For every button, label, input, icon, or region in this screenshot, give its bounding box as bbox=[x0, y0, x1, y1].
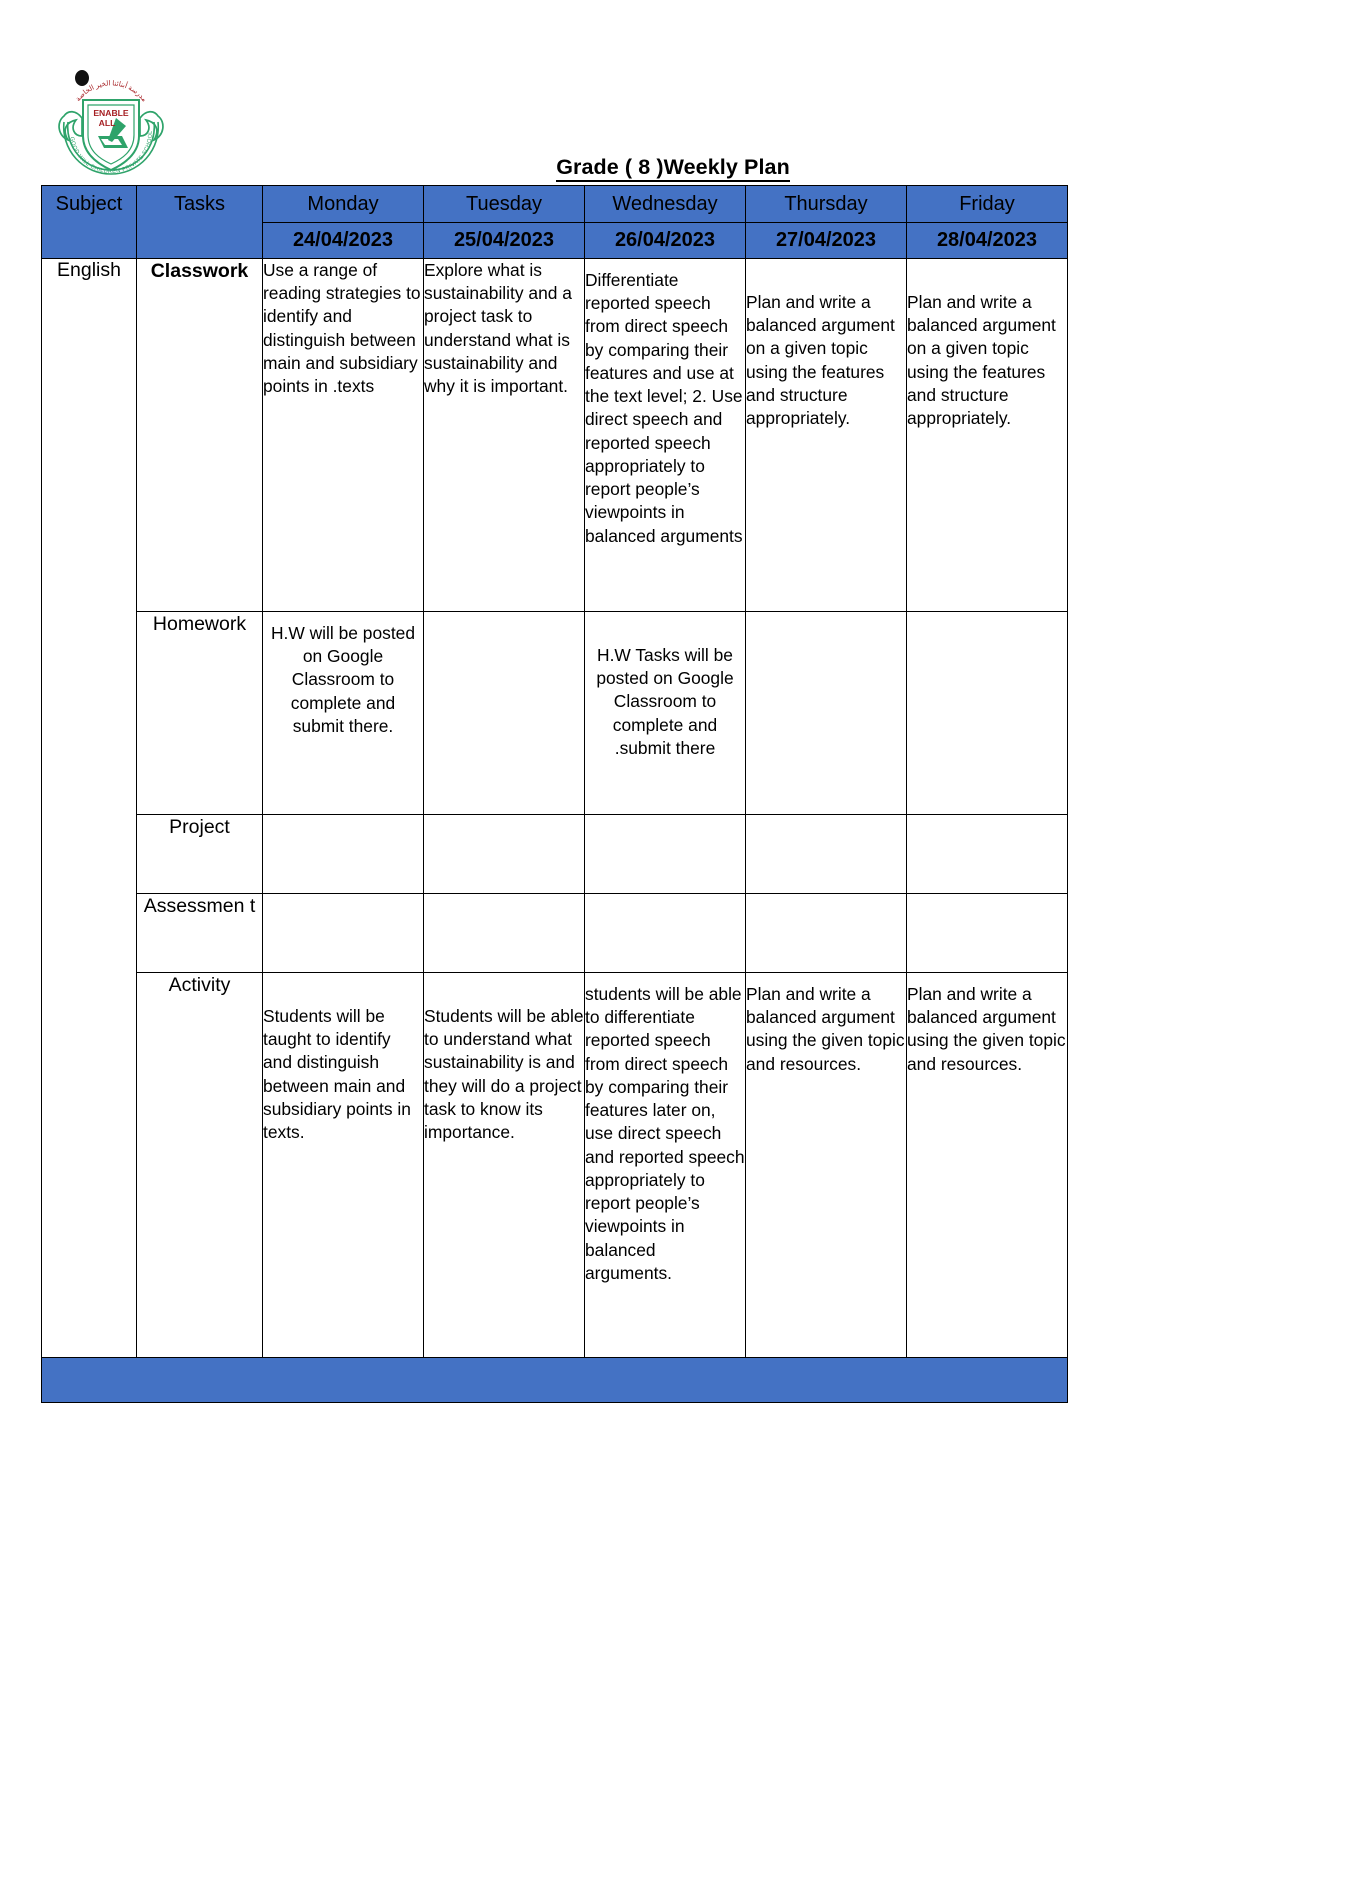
header-subject: Subject bbox=[42, 186, 137, 259]
cell-project-monday bbox=[263, 815, 424, 894]
cell-classwork-monday: Use a range of reading strategies to identify and distinguish between main and subsidiary points in .texts bbox=[263, 259, 424, 612]
cell-activity-monday: Students will be taught to identify and distinguish between main and subsidiary points in texts. bbox=[263, 973, 424, 1358]
header-tasks: Tasks bbox=[137, 186, 263, 259]
cell-assessment-tuesday bbox=[424, 894, 585, 973]
cell-homework-thursday bbox=[746, 612, 907, 815]
page-title-text: Grade ( 8 )Weekly Plan bbox=[556, 155, 790, 182]
header-day-monday: Monday bbox=[263, 186, 424, 223]
table-header-row bbox=[42, 186, 1068, 223]
weekly-plan-table bbox=[41, 185, 1068, 1403]
svg-text:GOOD WILL CHILDREN PRIVATE SCH: GOOD WILL CHILDREN PRIVATE SCHOOL bbox=[68, 130, 155, 176]
header-date-friday: 28/04/2023 bbox=[907, 223, 1068, 259]
table-row-activity bbox=[42, 973, 1068, 1358]
table-row-classwork bbox=[42, 259, 1068, 612]
table-row-project bbox=[42, 815, 1068, 894]
header-date-tuesday: 25/04/2023 bbox=[424, 223, 585, 259]
cell-project-friday bbox=[907, 815, 1068, 894]
cell-assessment-friday bbox=[907, 894, 1068, 973]
cell-assessment-thursday bbox=[746, 894, 907, 973]
cell-homework-wednesday: H.W Tasks will be posted on Google Classroom to complete and .submit there bbox=[585, 612, 746, 815]
header-date-wednesday: 26/04/2023 bbox=[585, 223, 746, 259]
svg-text:ENABLE: ENABLE bbox=[93, 108, 129, 118]
table-row-assessment bbox=[42, 894, 1068, 973]
cell-classwork-friday: Plan and write a balanced argument on a given topic using the features and structure appropriately. bbox=[907, 259, 1068, 612]
cell-homework-tuesday bbox=[424, 612, 585, 815]
footer-bar-cell bbox=[42, 1358, 1068, 1403]
cell-homework-friday bbox=[907, 612, 1068, 815]
header-day-wednesday: Wednesday bbox=[585, 186, 746, 223]
svg-text:مدرسة أبنائنا الخير الخاصة: مدرسة أبنائنا الخير الخاصة bbox=[74, 79, 149, 104]
table-footer-bar bbox=[42, 1358, 1068, 1403]
header-day-tuesday: Tuesday bbox=[424, 186, 585, 223]
header-date-monday: 24/04/2023 bbox=[263, 223, 424, 259]
cell-classwork-tuesday: Explore what is sustainability and a project task to understand what is sustainability and why it is important. bbox=[424, 259, 585, 612]
cell-activity-thursday: Plan and write a balanced argument using the given topic and resources. bbox=[746, 973, 907, 1358]
cell-assessment-monday bbox=[263, 894, 424, 973]
svg-text:ALL: ALL bbox=[98, 118, 116, 128]
cell-project-thursday bbox=[746, 815, 907, 894]
cell-project-wednesday bbox=[585, 815, 746, 894]
cell-assessment-wednesday bbox=[585, 894, 746, 973]
cell-activity-friday: Plan and write a balanced argument using the given topic and resources. bbox=[907, 973, 1068, 1358]
header-day-thursday: Thursday bbox=[746, 186, 907, 223]
cell-homework-monday: H.W will be posted on Google Classroom to complete and submit there. bbox=[263, 612, 424, 815]
document-header bbox=[0, 0, 1346, 179]
subject-english: English bbox=[42, 259, 137, 1358]
cell-classwork-thursday: Plan and write a balanced argument on a given topic using the features and structure appropriately. bbox=[746, 259, 907, 612]
task-label-classwork: Classwork bbox=[137, 259, 263, 612]
header-date-thursday: 27/04/2023 bbox=[746, 223, 907, 259]
task-label-activity: Activity bbox=[137, 973, 263, 1358]
task-label-homework: Homework bbox=[137, 612, 263, 815]
cell-activity-tuesday: Students will be able to understand what sustainability is and they will do a project task to know its importance. bbox=[424, 973, 585, 1358]
task-label-assessment: Assessmen t bbox=[137, 894, 263, 973]
cell-project-tuesday bbox=[424, 815, 585, 894]
page-title bbox=[0, 155, 1346, 180]
cell-activity-wednesday: students will be able to differentiate reported speech from direct speech by comparing their features later on, use direct speech and reported speech appropriately to report people’s viewpoints in balanced arguments. bbox=[585, 973, 746, 1358]
table-row-homework bbox=[42, 612, 1068, 815]
cell-classwork-wednesday: Differentiate reported speech from direct speech by comparing their features and use at the text level; 2. Use direct speech and reported speech appropriately to report people’s viewpoints in balanced arguments bbox=[585, 259, 746, 612]
task-label-project: Project bbox=[137, 815, 263, 894]
header-day-friday: Friday bbox=[907, 186, 1068, 223]
